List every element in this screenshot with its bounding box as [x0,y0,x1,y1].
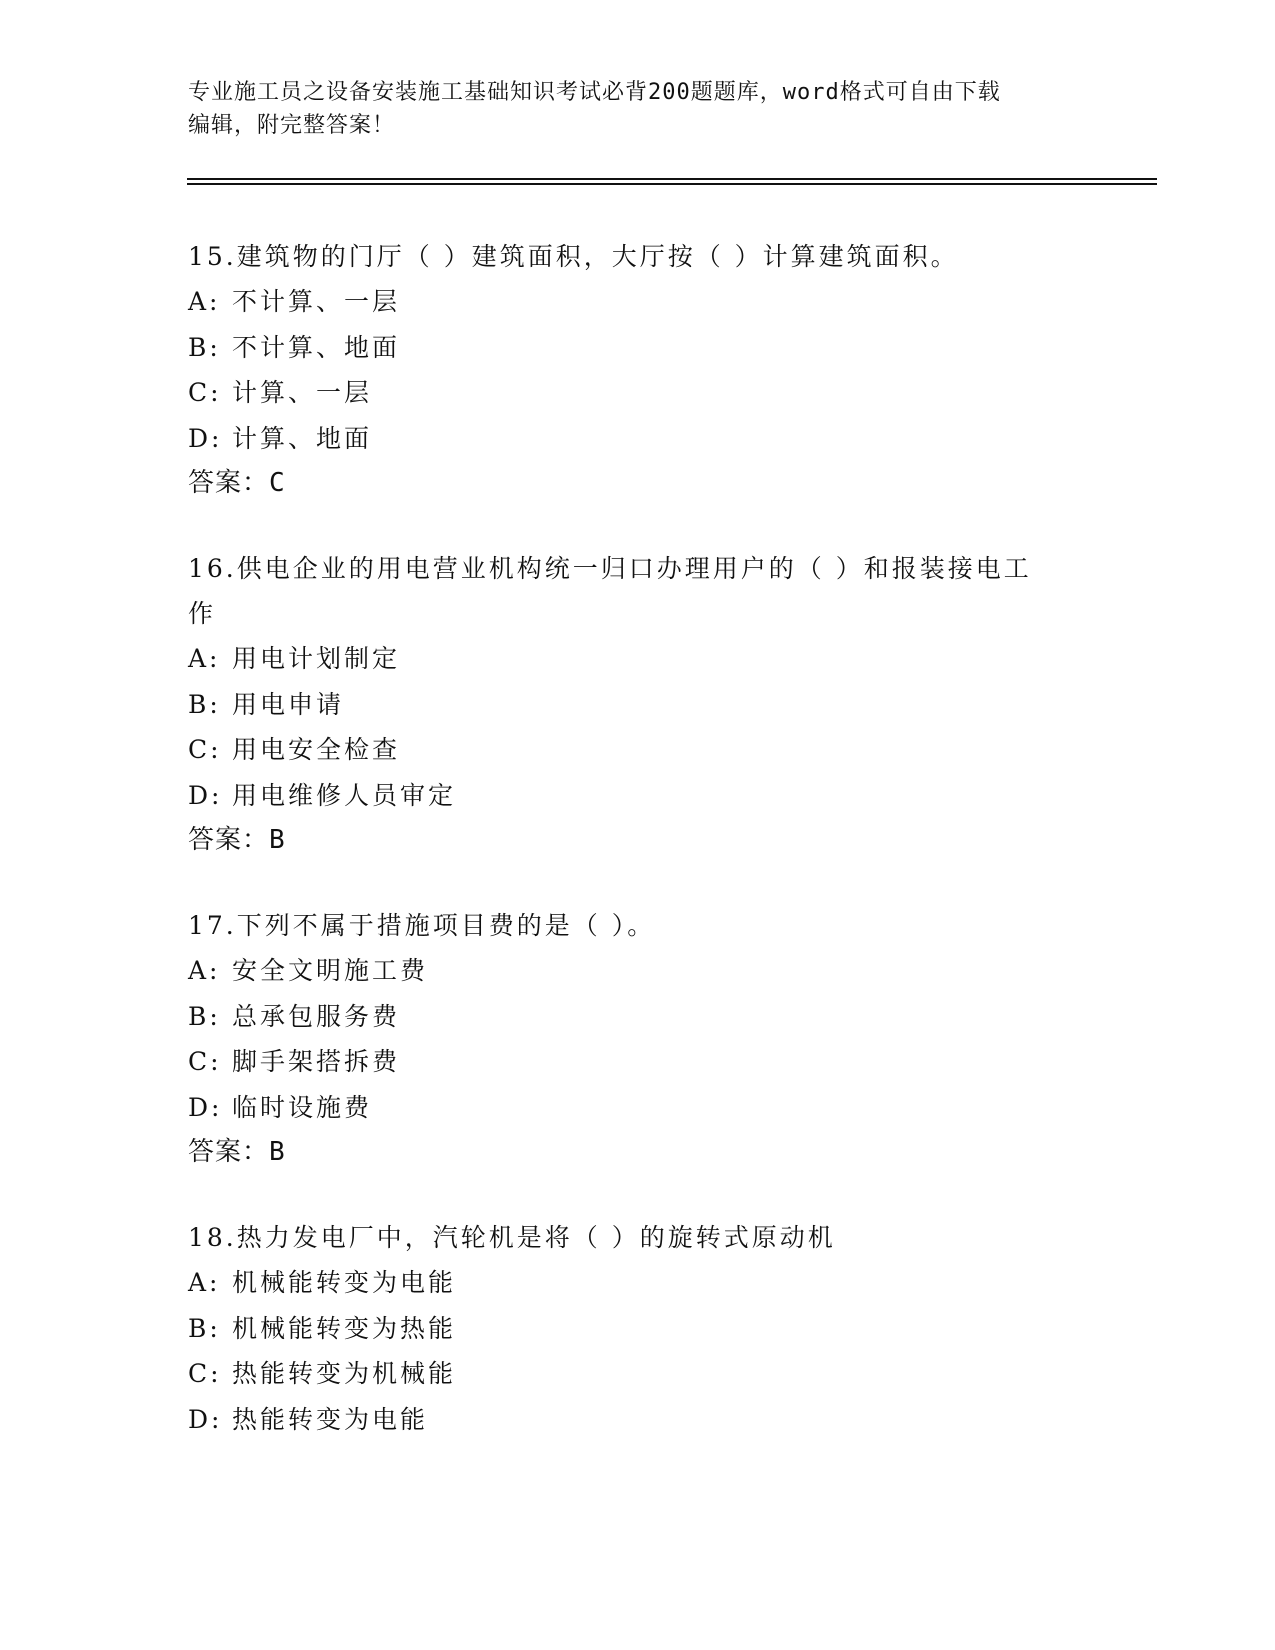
question-stem: 17.下列不属于措施项目费的是（ ）。 [188,911,656,940]
option-key: A: [188,287,221,316]
option-text: 计算、一层 [232,378,373,407]
option-a [188,948,1088,994]
header-line-1: 专业施工员之设备安装施工基础知识考试必背200题题库，word格式可自由下载 [188,80,1001,105]
option-d [188,416,1088,462]
option-key: C: [188,1359,222,1388]
option-b [188,682,1088,728]
question-list [188,234,1088,1482]
option-text: 用电安全检查 [232,735,401,764]
option-text: 机械能转变为热能 [232,1313,457,1343]
answer-line [188,818,1088,863]
answer-label: 答案： [188,825,270,855]
question-stem: 18.热力发电厂中，汽轮机是将（ ）的旋转式原动机 [188,1223,836,1252]
option-a [188,1260,1088,1306]
option-key: A: [188,956,221,985]
header-divider-bottom [187,183,1157,185]
answer-value: C [269,468,286,498]
option-key: D: [188,1092,223,1122]
option-d [188,1397,1088,1443]
option-key: A: [188,644,221,673]
option-c [188,727,1088,773]
option-text: 计算、地面 [232,423,373,453]
answer-label: 答案： [188,468,270,498]
option-text: 用电申请 [232,689,345,719]
question-stem: 16.供电企业的用电营业机构统一归口办理用户的（ ）和报装接电工 [188,554,1032,583]
header-line-2: 编辑，附完整答案！ [188,113,396,138]
option-text: 总承包服务费 [232,1001,401,1031]
option-text: 机械能转变为电能 [232,1268,457,1297]
question-stem-continued: 作 [188,599,217,628]
answer-value: B [269,1137,286,1167]
option-key: A: [188,1268,221,1297]
option-key: B: [188,332,221,362]
option-text: 热能转变为电能 [232,1404,429,1434]
option-b [188,325,1088,371]
question-17 [188,903,1088,1175]
answer-line [188,1130,1088,1175]
question-15 [188,234,1088,506]
option-text: 脚手架搭拆费 [232,1047,401,1076]
option-text: 不计算、一层 [232,287,401,316]
question-stem: 15.建筑物的门厅（ ）建筑面积，大厅按（ ）计算建筑面积。 [188,242,959,271]
question-18 [188,1215,1088,1442]
answer-label: 答案： [188,1137,270,1167]
question-16 [188,546,1088,863]
document-header [188,76,1088,142]
option-a [188,279,1088,325]
option-a [188,636,1088,682]
option-c [188,1351,1088,1397]
answer-line [188,461,1088,506]
option-c [188,1039,1088,1085]
option-text: 不计算、地面 [232,332,401,362]
option-text: 临时设施费 [232,1092,373,1122]
answer-value: B [269,825,286,855]
option-text: 用电维修人员审定 [232,780,457,810]
option-d [188,773,1088,819]
option-text: 热能转变为机械能 [232,1359,457,1388]
option-d [188,1085,1088,1131]
option-key: B: [188,1313,221,1343]
option-b [188,1306,1088,1352]
option-key: D: [188,423,223,453]
option-key: C: [188,378,222,407]
option-key: C: [188,735,222,764]
header-divider-top [187,178,1157,180]
option-text: 用电计划制定 [232,644,401,673]
option-c [188,370,1088,416]
option-key: D: [188,780,223,810]
option-b [188,994,1088,1040]
option-key: B: [188,1001,221,1031]
option-key: D: [188,1404,223,1434]
option-text: 安全文明施工费 [232,956,429,985]
option-key: B: [188,689,221,719]
option-key: C: [188,1047,222,1076]
